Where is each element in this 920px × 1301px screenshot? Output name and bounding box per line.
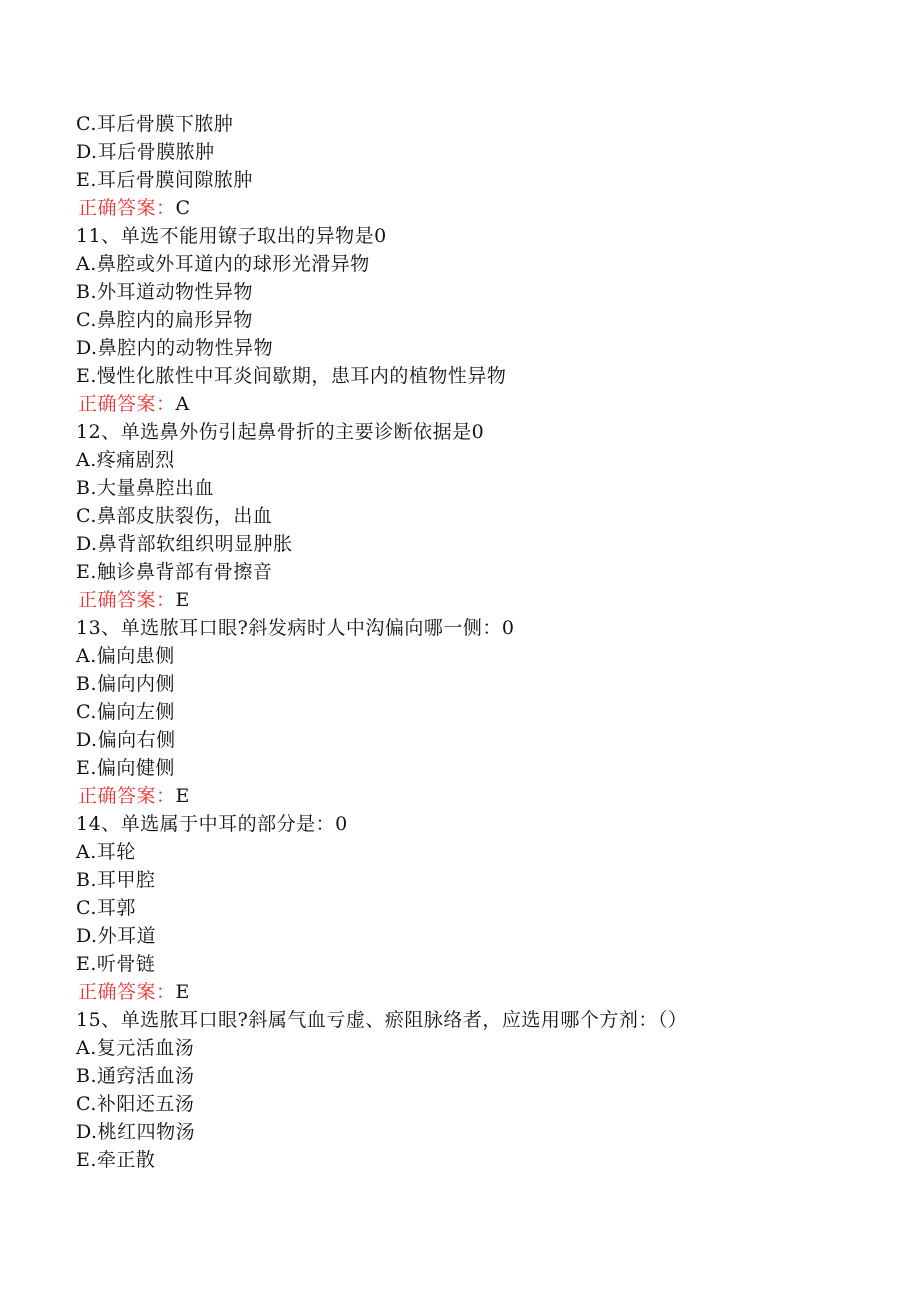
option-a: A.复元活血汤 bbox=[76, 1037, 195, 1059]
answer-value: E bbox=[175, 589, 190, 611]
answer-value: E bbox=[175, 785, 190, 807]
option-d: D.耳后骨膜脓肿 bbox=[76, 141, 215, 163]
option-c: C.鼻部皮肤裂伤，出血 bbox=[76, 505, 273, 527]
correct-answer bbox=[78, 194, 876, 222]
option-e: E.慢性化脓性中耳炎间歇期，患耳内的植物性异物 bbox=[76, 365, 507, 387]
option-d: D.鼻背部软组织明显肿胀 bbox=[76, 533, 293, 555]
question-text: 15、单选脓耳口眼?斜属气血亏虚、瘀阻脉络者，应选用哪个方剂：（） bbox=[76, 1009, 688, 1031]
answer-value: A bbox=[175, 393, 190, 415]
correct-answer bbox=[78, 586, 876, 614]
option-b: B.偏向内侧 bbox=[76, 673, 176, 695]
document-page bbox=[76, 110, 876, 1174]
question-block-14 bbox=[76, 810, 876, 1006]
question-block-12 bbox=[76, 418, 876, 614]
question-text: 12、单选鼻外伤引起鼻骨折的主要诊断依据是0 bbox=[76, 421, 485, 443]
option-b: B.大量鼻腔出血 bbox=[76, 477, 215, 499]
option-c: C.耳后骨膜下脓肿 bbox=[76, 113, 234, 135]
option-d: D.偏向右侧 bbox=[76, 729, 176, 751]
option-d: D.桃红四物汤 bbox=[76, 1121, 196, 1143]
option-c: C.鼻腔内的扁形异物 bbox=[76, 309, 253, 331]
option-e: E.耳后骨膜间隙脓肿 bbox=[76, 169, 253, 191]
option-b: B.外耳道动物性异物 bbox=[76, 281, 254, 303]
question-block-11 bbox=[76, 222, 876, 418]
correct-answer bbox=[78, 782, 876, 810]
question-text: 14、单选属于中耳的部分是：0 bbox=[76, 813, 348, 835]
option-a: A.鼻腔或外耳道内的球形光滑异物 bbox=[76, 253, 370, 275]
question-text: 11、单选不能用镣子取出的异物是0 bbox=[76, 225, 387, 247]
option-a: A.疼痛剧烈 bbox=[76, 449, 175, 471]
option-e: E.听骨链 bbox=[76, 953, 156, 975]
question-block-15 bbox=[76, 1006, 876, 1174]
answer-label: 正确答案： bbox=[78, 197, 176, 219]
option-a: A.偏向患侧 bbox=[76, 645, 175, 667]
option-d: D.鼻腔内的动物性异物 bbox=[76, 337, 274, 359]
question-block-13 bbox=[76, 614, 876, 810]
option-d: D.外耳道 bbox=[76, 925, 157, 947]
question-block-10 bbox=[76, 110, 876, 222]
option-e: E.偏向健侧 bbox=[76, 757, 175, 779]
answer-value: C bbox=[175, 197, 191, 219]
answer-label: 正确答案： bbox=[78, 589, 176, 611]
option-a: A.耳轮 bbox=[76, 841, 136, 863]
correct-answer bbox=[78, 978, 876, 1006]
option-c: C.补阳还五汤 bbox=[76, 1093, 195, 1115]
correct-answer bbox=[78, 390, 876, 418]
option-e: E.触诊鼻背部有骨擦音 bbox=[76, 561, 273, 583]
answer-value: E bbox=[175, 981, 190, 1003]
answer-label: 正确答案： bbox=[78, 393, 176, 415]
option-e: E.牵正散 bbox=[76, 1149, 156, 1171]
question-text: 13、单选脓耳口眼?斜发病时人中沟偏向哪一侧：0 bbox=[76, 617, 515, 639]
option-b: B.耳甲腔 bbox=[76, 869, 156, 891]
option-c: C.偏向左侧 bbox=[76, 701, 175, 723]
option-b: B.通窍活血汤 bbox=[76, 1065, 195, 1087]
answer-label: 正确答案： bbox=[78, 981, 176, 1003]
option-c: C.耳郭 bbox=[76, 897, 136, 919]
answer-label: 正确答案： bbox=[78, 785, 176, 807]
